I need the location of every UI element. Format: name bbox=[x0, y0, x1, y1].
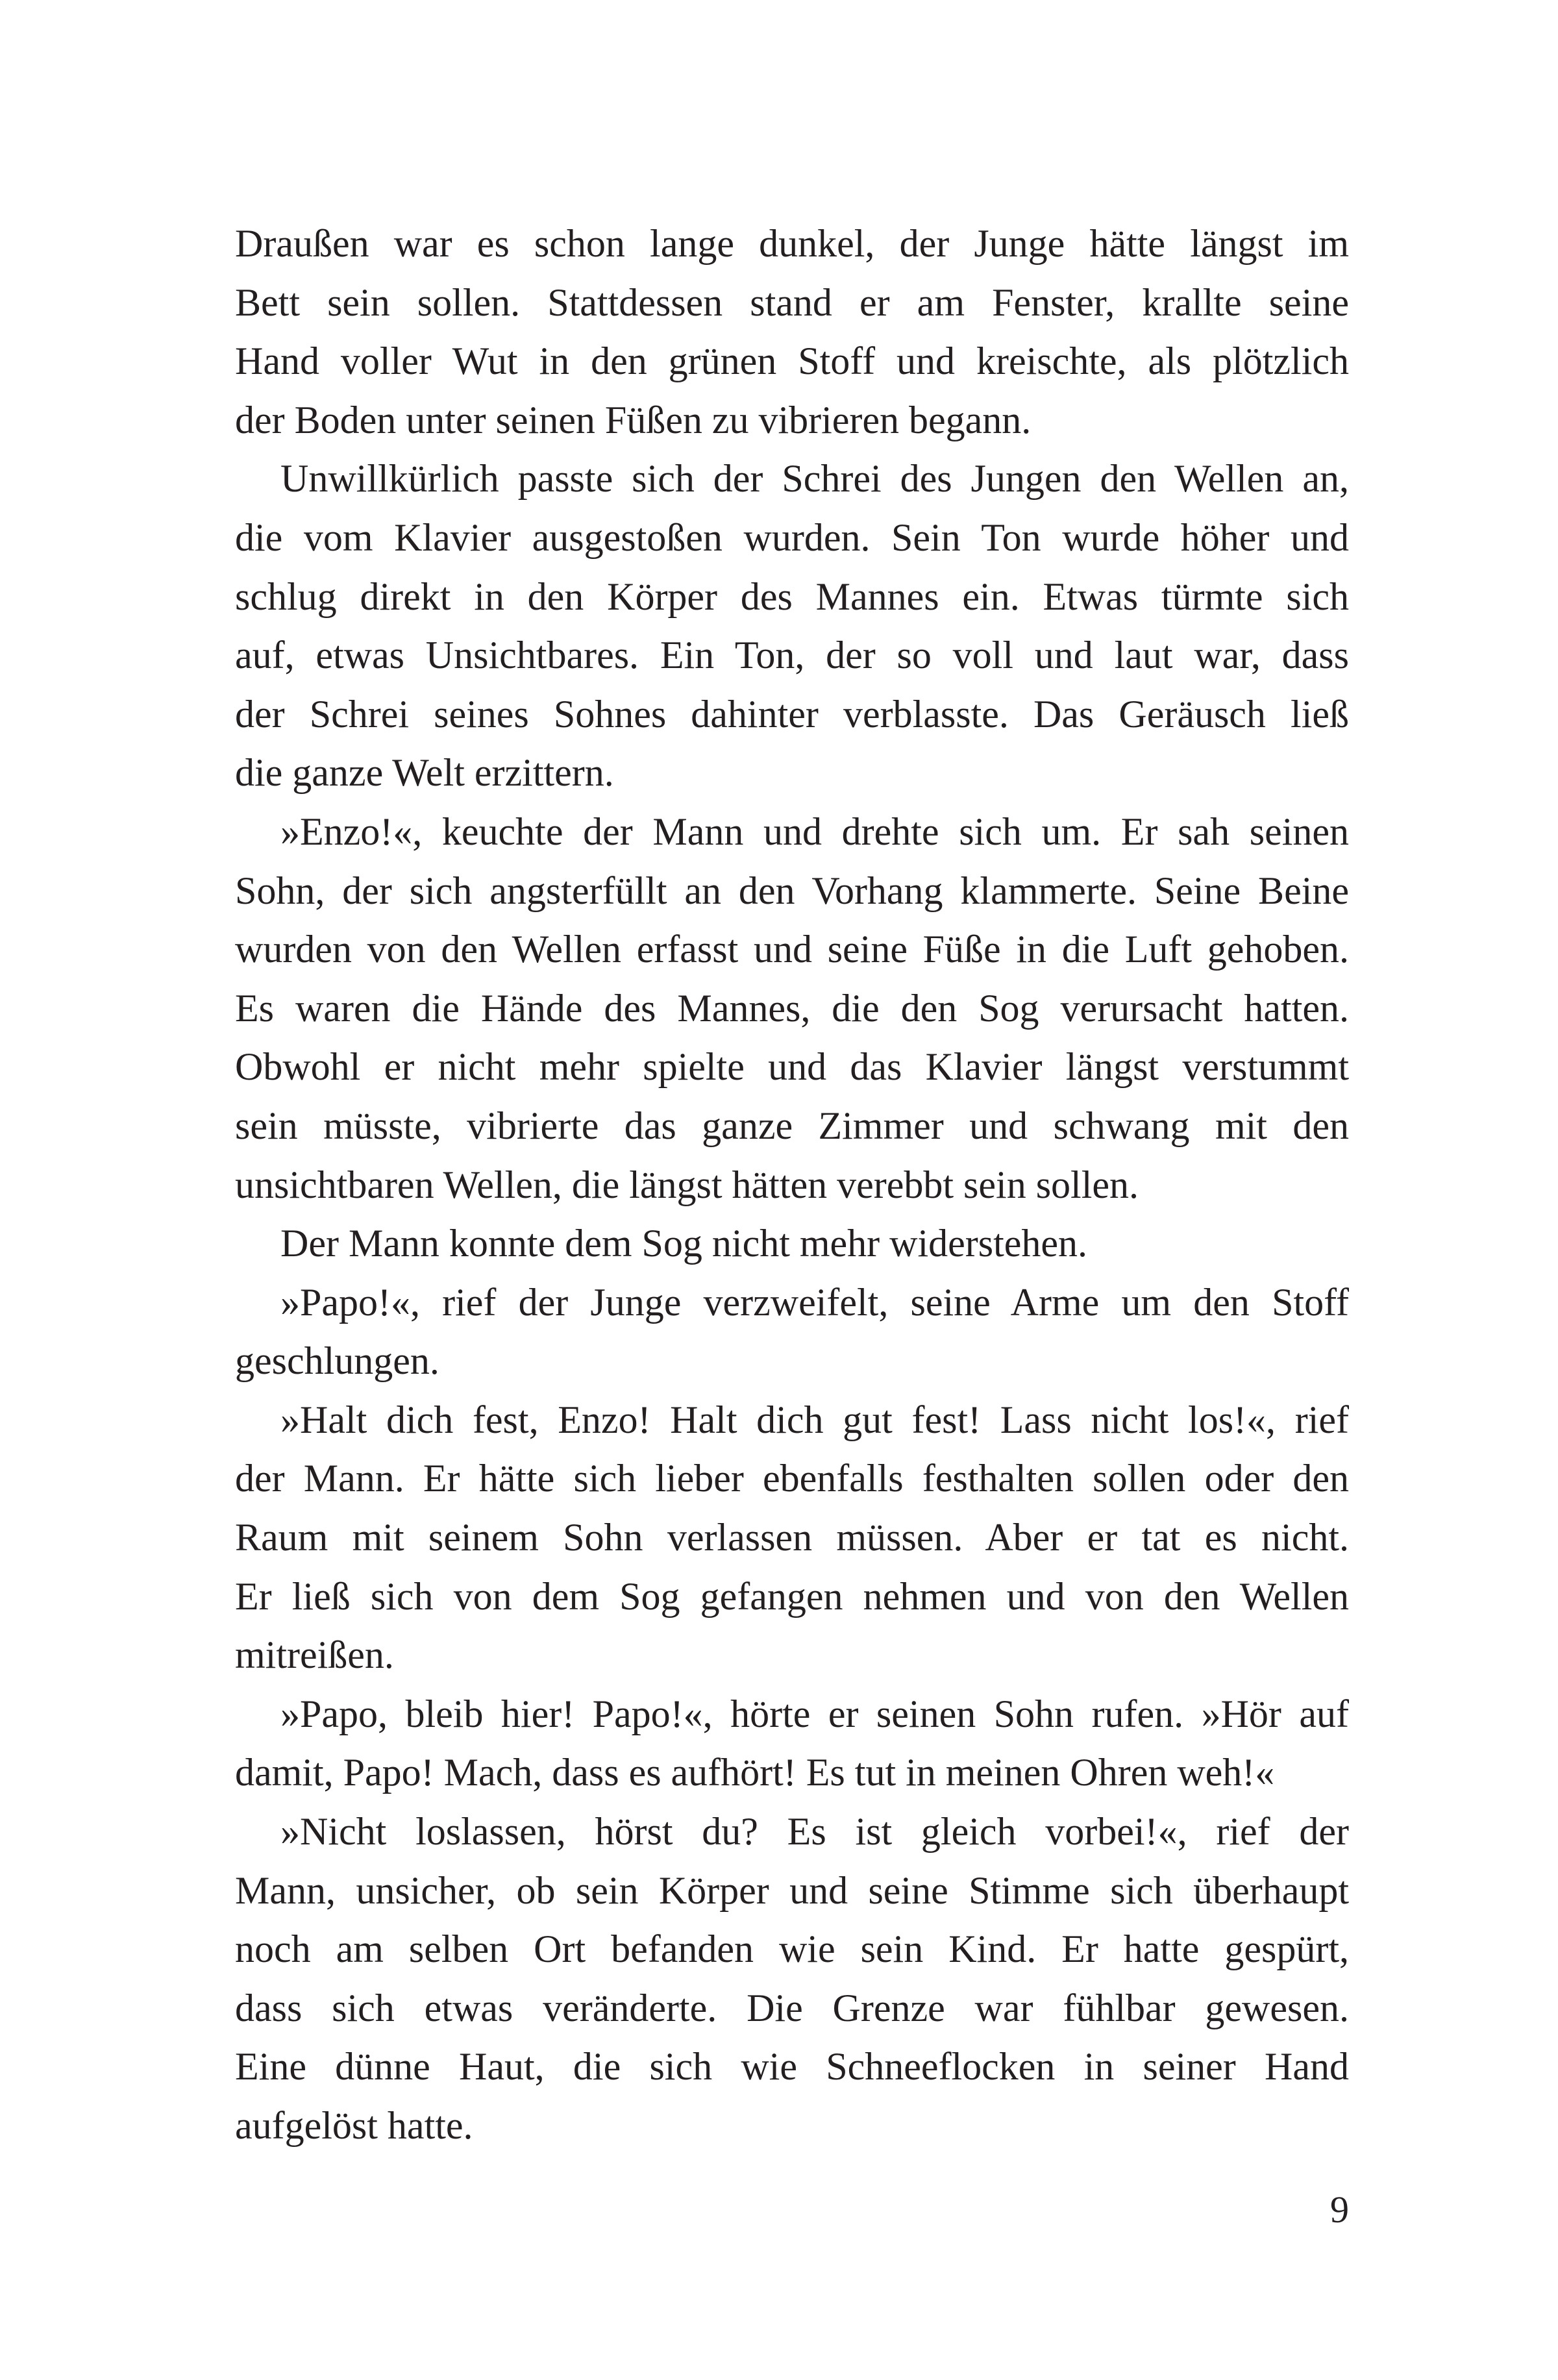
paragraph bbox=[235, 1214, 1349, 1273]
paragraph bbox=[235, 1391, 1349, 1685]
paragraph bbox=[235, 1273, 1349, 1391]
page-body bbox=[235, 214, 1349, 2155]
text-line: Mann, unsicher, ob sein Körper und seine Stimme sich überhaupt bbox=[235, 1868, 1349, 1912]
text-line: Der Mann konnte dem Sog nicht mehr widerstehen. bbox=[280, 1222, 1088, 1265]
text-line: »Nicht loslassen, hörst du? Es ist gleich vorbei!«, rief der bbox=[280, 1810, 1349, 1853]
text-line: Draußen war es schon lange dunkel, der Junge hätte längst im bbox=[235, 222, 1349, 265]
text-line: auf, etwas Unsichtbares. Ein Ton, der so voll und laut war, dass bbox=[235, 634, 1349, 677]
text-line: aufgelöst hatte. bbox=[235, 2104, 473, 2147]
text-line: die vom Klavier ausgestoßen wurden. Sein Ton wurde höher und bbox=[235, 515, 1349, 559]
text-line: Eine dünne Haut, die sich wie Schneeflocken in seiner Hand bbox=[235, 2045, 1349, 2089]
text-line: »Enzo!«, keuchte der Mann und drehte sich um. Er sah seinen bbox=[280, 810, 1349, 853]
text-line: Bett sein sollen. Stattdessen stand er am Fenster, krallte seine bbox=[235, 280, 1349, 324]
text-line: mitreißen. bbox=[235, 1633, 394, 1677]
text-line: schlug direkt in den Körper des Mannes ein. Etwas türmte sich bbox=[235, 575, 1349, 618]
text-line: »Halt dich fest, Enzo! Halt dich gut fest! Lass nicht los!«, rief bbox=[280, 1398, 1349, 1441]
text-line: »Papo!«, rief der Junge verzweifelt, seine Arme um den Stoff bbox=[280, 1280, 1349, 1324]
text-line: die ganze Welt erzittern. bbox=[235, 751, 614, 795]
text-line: wurden von den Wellen erfasst und seine Füße in die Luft gehoben. bbox=[235, 928, 1349, 971]
text-line: Hand voller Wut in den grünen Stoff und kreischte, als plötzlich bbox=[235, 340, 1349, 383]
text-line: dass sich etwas veränderte. Die Grenze war fühlbar gewesen. bbox=[235, 1986, 1349, 2029]
paragraph bbox=[235, 449, 1349, 802]
text-line: noch am selben Ort befanden wie sein Kind. Er hatte gespürt, bbox=[235, 1928, 1349, 1971]
text-line: »Papo, bleib hier! Papo!«, hörte er seinen Sohn rufen. »Hör auf bbox=[280, 1692, 1349, 1735]
paragraph bbox=[235, 1685, 1349, 1802]
text-line: Es waren die Hände des Mannes, die den Sog verursacht hatten. bbox=[235, 986, 1349, 1030]
text-line: Unwillkürlich passte sich der Schrei des Jungen den Wellen an, bbox=[280, 457, 1349, 501]
text-line: damit, Papo! Mach, dass es aufhört! Es tut in meinen Ohren weh!« bbox=[235, 1751, 1275, 1794]
paragraph bbox=[235, 1802, 1349, 2155]
text-line: geschlungen. bbox=[235, 1339, 439, 1383]
text-line: sein müsste, vibrierte das ganze Zimmer und schwang mit den bbox=[235, 1104, 1349, 1147]
text-line: der Mann. Er hätte sich lieber ebenfalls festhalten sollen oder den bbox=[235, 1457, 1349, 1500]
text-line: Sohn, der sich angsterfüllt an den Vorhang klammerte. Seine Beine bbox=[235, 869, 1349, 912]
paragraph bbox=[235, 214, 1349, 449]
paragraph bbox=[235, 802, 1349, 1214]
text-line: Obwohl er nicht mehr spielte und das Klavier längst verstummt bbox=[235, 1045, 1349, 1089]
page-number: 9 bbox=[1330, 2188, 1349, 2231]
text-line: Raum mit seinem Sohn verlassen müssen. Aber er tat es nicht. bbox=[235, 1516, 1349, 1559]
text-line: Er ließ sich von dem Sog gefangen nehmen und von den Wellen bbox=[235, 1574, 1349, 1618]
text-line: der Boden unter seinen Füßen zu vibrieren begann. bbox=[235, 398, 1032, 441]
text-line: unsichtbaren Wellen, die längst hätten verebbt sein sollen. bbox=[235, 1163, 1139, 1206]
text-line: der Schrei seines Sohnes dahinter verblasste. Das Geräusch ließ bbox=[235, 692, 1349, 736]
